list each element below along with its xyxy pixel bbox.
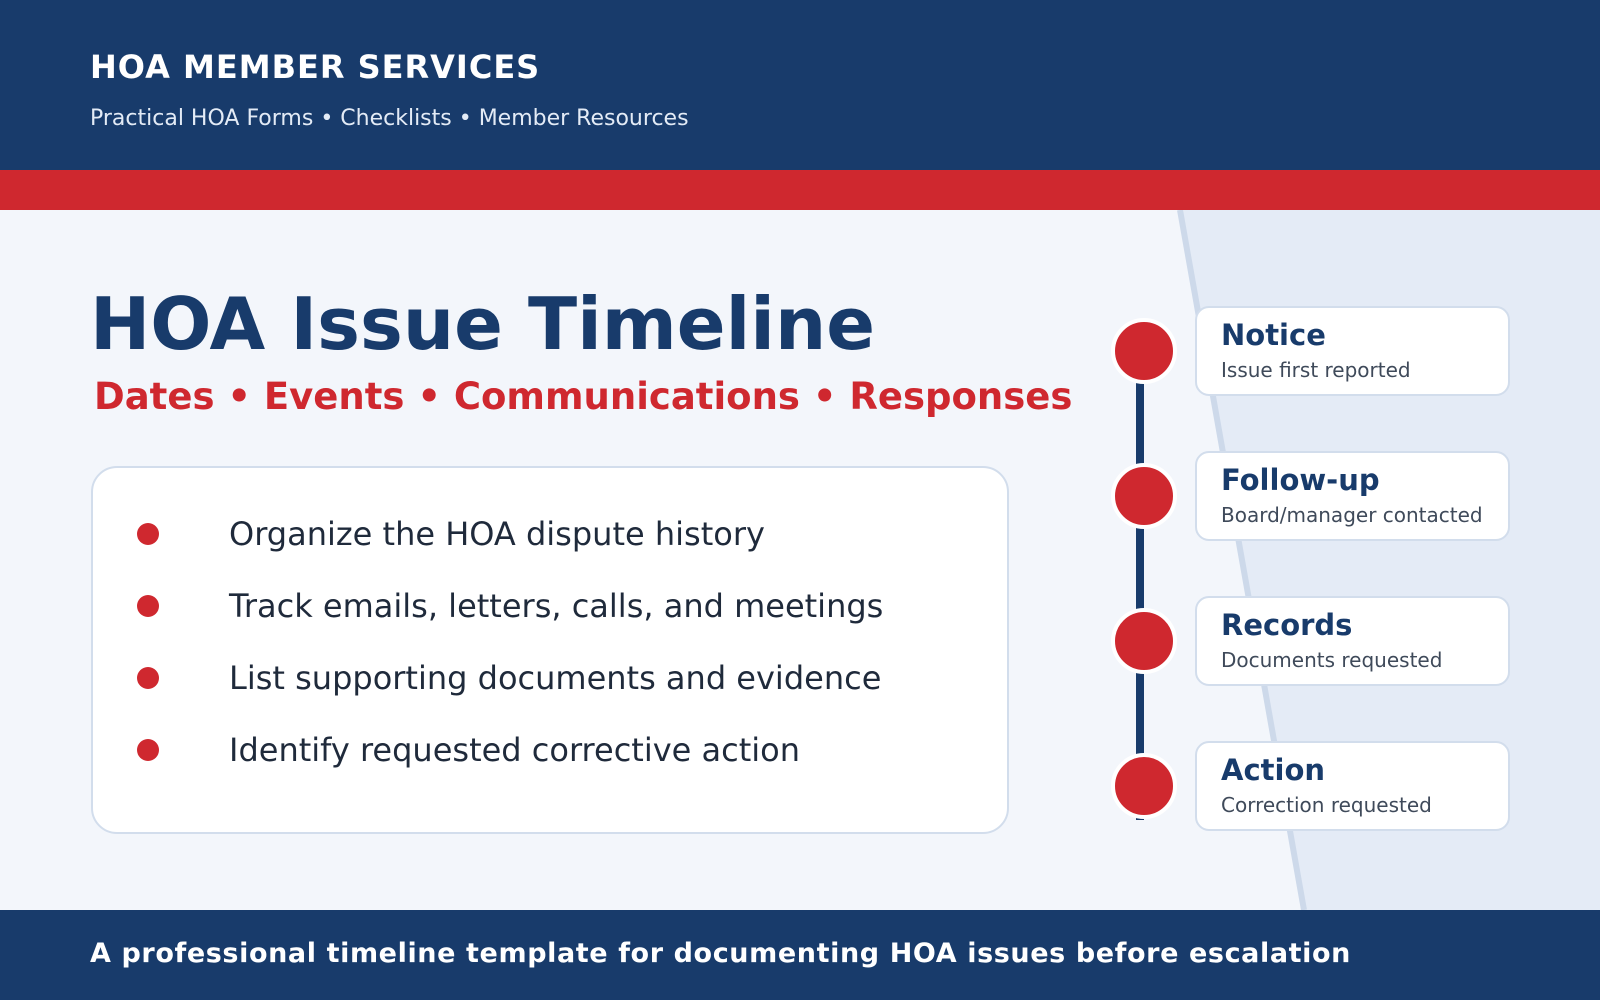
step-description: Issue first reported	[1221, 358, 1411, 382]
header-banner	[0, 0, 1600, 170]
brand-subtitle: Practical HOA Forms • Checklists • Member Resources	[90, 106, 689, 131]
feature-list-card	[91, 466, 1009, 834]
bullet-dot-icon	[137, 667, 159, 689]
step-title: Notice	[1221, 318, 1326, 352]
step-description: Correction requested	[1221, 793, 1432, 817]
page-subtitle: Dates • Events • Communications • Responses	[94, 375, 1073, 418]
page-title: HOA Issue Timeline	[90, 282, 876, 366]
footer-banner	[0, 910, 1600, 1000]
step-title: Follow-up	[1221, 463, 1380, 497]
accent-stripe	[0, 170, 1600, 210]
step-description: Board/manager contacted	[1221, 503, 1483, 527]
list-item-text: Track emails, letters, calls, and meetings	[229, 587, 884, 625]
timeline-step-action	[1195, 741, 1510, 831]
timeline-step-follow-up	[1195, 451, 1510, 541]
bullet-dot-icon	[137, 739, 159, 761]
timeline-step-records	[1195, 596, 1510, 686]
step-description: Documents requested	[1221, 648, 1443, 672]
bullet-dot-icon	[137, 523, 159, 545]
timeline-node-records	[1111, 608, 1177, 674]
step-title: Records	[1221, 608, 1353, 642]
timeline-node-action	[1111, 753, 1177, 819]
list-item-text: List supporting documents and evidence	[229, 659, 882, 697]
timeline-node-follow-up	[1111, 463, 1177, 529]
brand-title: HOA MEMBER SERVICES	[90, 48, 541, 86]
list-item-text: Identify requested corrective action	[229, 731, 801, 769]
bullet-dot-icon	[137, 595, 159, 617]
timeline-node-notice	[1111, 318, 1177, 384]
step-title: Action	[1221, 753, 1326, 787]
timeline-step-notice	[1195, 306, 1510, 396]
footer-tagline: A professional timeline template for documenting HOA issues before escalation	[90, 938, 1352, 969]
timeline-connector	[1136, 350, 1144, 820]
list-item-text: Organize the HOA dispute history	[229, 515, 765, 553]
